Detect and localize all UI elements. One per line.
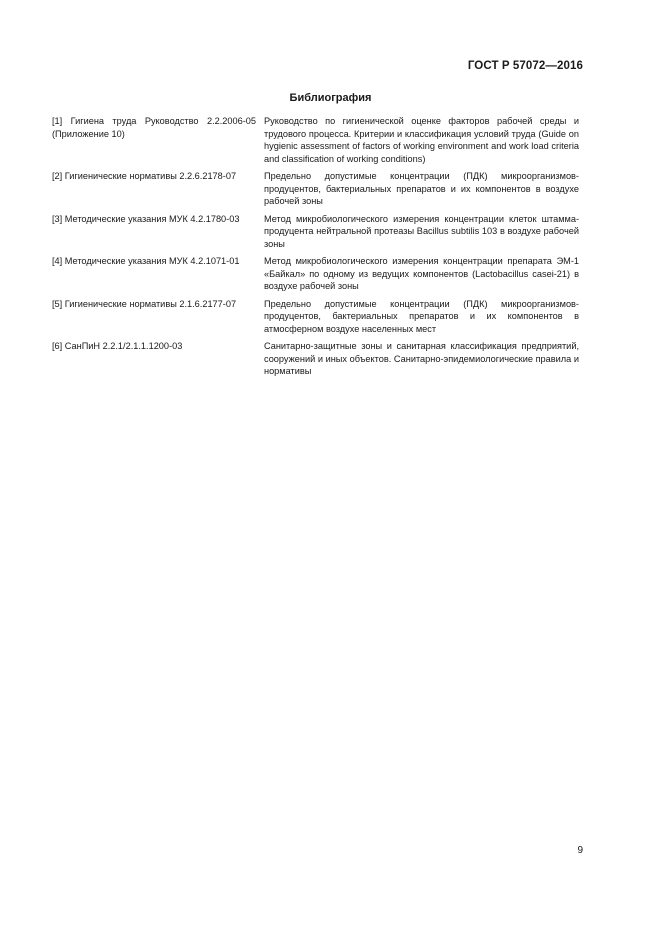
bibliography-entry — [52, 170, 579, 208]
standard-header: ГОСТ Р 57072—2016 — [467, 60, 583, 72]
entry-description: Предельно допустимые концентрации (ПДК) микроорганизмов-продуцентов, бактериальных препаратов и их компонентов в воздухе рабочей зоны — [264, 171, 579, 206]
entry-reference: [3] Методические указания МУК 4.2.1780-03 — [52, 213, 240, 224]
entry-description: Метод микробиологического измерения концентрации клеток штамма-продуцента нейтральной протеазы Bacillus subtilis 103 в воздухе рабочей зоны — [264, 213, 579, 249]
entry-description: Предельно допустимые концентрации (ПДК) микроорганизмов-продуцентов, бактериальных препаратов и их компонентов в атмосферном воздухе населенных мест — [264, 298, 579, 334]
entry-reference: [2] Гигиенические нормативы 2.2.6.2178-07 — [52, 171, 237, 181]
bibliography-entry — [52, 298, 579, 336]
entry-reference: [5] Гигиенические нормативы 2.1.6.2177-07 — [52, 298, 237, 309]
entry-reference: [1] Гигиена труда Руководство 2.2.2006-05 (Приложение 10) — [52, 116, 256, 139]
entry-description: Метод микробиологического измерения концентрации препарата ЭМ-1 «Байкал» по одному из ведущих компонентов (Lactobacillus casei-21) в воздухе рабочей зоны — [264, 256, 579, 291]
bibliography-entry — [52, 115, 579, 165]
entry-reference: [4] Методические указания МУК 4.2.1071-01 — [52, 256, 240, 266]
entry-description: Санитарно-защитные зоны и санитарная классификация предприятий, сооружений и иных объектов. Санитарно-эпидемиологические правила и нормативы — [264, 341, 579, 376]
bibliography-entry — [52, 213, 579, 251]
bibliography-list — [52, 115, 579, 383]
entry-reference: [6] СанПиН 2.2.1/2.1.1.1200-03 — [52, 341, 183, 351]
section-title: Библиография — [289, 92, 372, 104]
entry-description: Руководство по гигиенической оценке факторов рабочей среды и трудового процесса. Критерии и классификация условий труда (Guide on hygienic assessment of factors of working environment and work load criteria and classification of working conditions) — [264, 116, 579, 164]
bibliography-entry — [52, 255, 579, 293]
page-number: 9 — [577, 845, 583, 856]
bibliography-entry — [52, 340, 579, 378]
